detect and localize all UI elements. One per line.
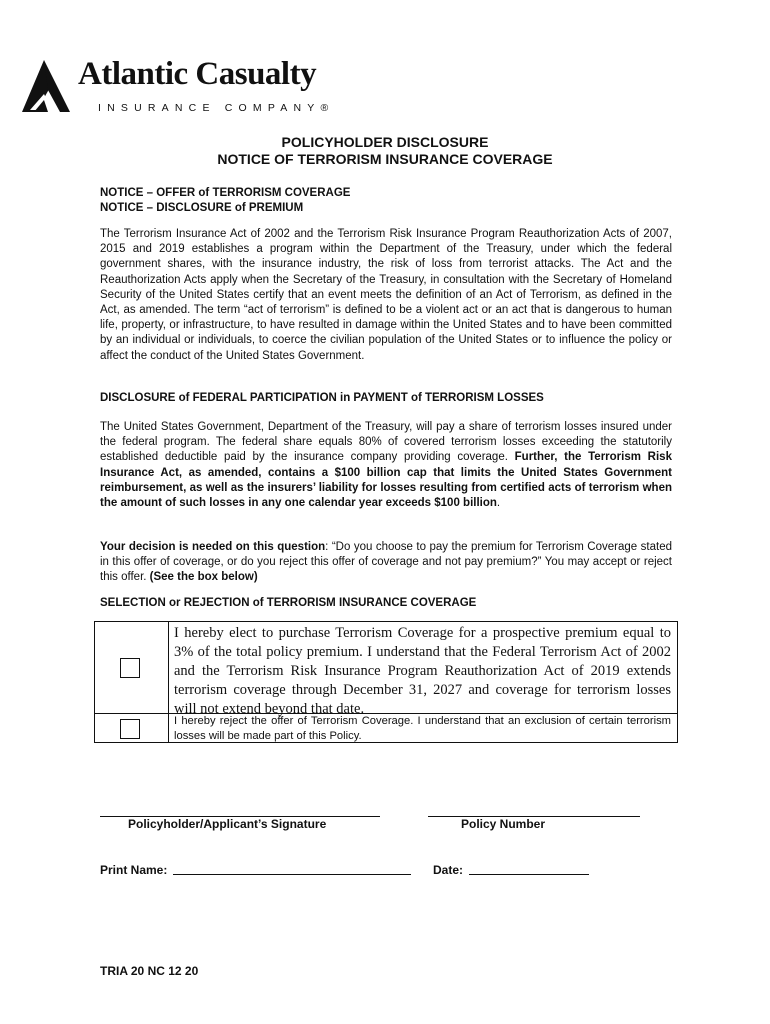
reject-coverage-checkbox[interactable] (120, 719, 140, 739)
federal-cap-text: Further, the Terrorism Risk Insurance Act, as amended, contains a $100 billion cap that limits the United States Government reimbursement, as well as the insurers’ liability for losses resulting from certified acts of terrorism when the amount of such losses in any one calendar year exceeds $100 billion (100, 451, 672, 510)
intro-paragraph: The Terrorism Insurance Act of 2002 and the Terrorism Risk Insurance Program Reauthorization Acts of 2007, 2015 and 2019 establishes a program within the Department of the Treasury, under which the federal government shares, with the insurance industry, the risk of loss from terrorist attacks. The Act and the Reauthorization Acts apply when the Secretary of the Treasury, in consultation with the Secretary of Homeland Security of the United States certify that an event meets the definition of an Act of Terrorism, as defined in the Act, as amended. The term “act of terrorism” is defined to be a violent act or an act that is dangerous to human life, property, or infrastructure, to have resulted in damage within the United States and to have been committed by an individual or individuals, to coerce the civilian population of the United States or to influence the policy or affect the conduct of the United States Government. (100, 228, 672, 362)
notice-offer: NOTICE – OFFER of TERRORISM COVERAGE (100, 187, 351, 199)
document-title-line-2: NOTICE OF TERRORISM INSURANCE COVERAGE (217, 151, 553, 167)
date-row (433, 863, 589, 878)
form-code: TRIA 20 NC 12 20 (100, 964, 199, 978)
federal-participation-paragraph (100, 420, 672, 511)
date-field[interactable] (469, 874, 589, 875)
federal-participation-heading: DISCLOSURE of FEDERAL PARTICIPATION in PAYMENT of TERRORISM LOSSES (100, 392, 544, 404)
accept-coverage-text: I hereby elect to purchase Terrorism Coverage for a prospective premium equal to 3% of the total policy premium. I understand that the Federal Terrorism Act of 2002 and the Terrorism Risk Insurance Program Reauthorization Act of 2019 extends terrorism coverage through December 31, 2027 and coverage for terrorism losses will not extend beyond that date. (174, 625, 671, 717)
print-name-row (100, 863, 411, 878)
company-logo (22, 56, 342, 122)
reject-coverage-text: I hereby reject the offer of Terrorism Coverage. I understand that an exclusion of certain terrorism losses will be made part of this Policy. (174, 715, 671, 742)
notice-premium: NOTICE – DISCLOSURE of PREMIUM (100, 202, 304, 214)
decision-lead: Your decision is needed on this question (100, 541, 326, 553)
federal-text-end: . (496, 497, 501, 510)
selection-table (94, 621, 678, 743)
logo-mountain-icon (22, 60, 82, 116)
accept-coverage-checkbox[interactable] (120, 658, 140, 678)
logo-company-name: Atlantic Casualty (78, 56, 317, 92)
print-name-label: Print Name: (100, 863, 168, 877)
table-divider-vertical (168, 622, 169, 742)
decision-paragraph (100, 540, 672, 586)
federal-text: The United States Government, Department of the Treasury, will pay a share of terrorism losses insured under the federal program. The federal share equals 80% of covered terrorism losses exceeding the statutorily established deductible paid by the insurance company providing coverage. (100, 421, 672, 464)
document-title-line-1: POLICYHOLDER DISCLOSURE (281, 134, 489, 150)
signature-label: Policyholder/Applicant’s Signature (128, 817, 327, 831)
policy-number-label: Policy Number (461, 817, 546, 831)
decision-note: (See the box below) (149, 571, 258, 584)
logo-company-subtitle: INSURANCE COMPANY® (98, 102, 335, 114)
date-label: Date: (433, 863, 464, 877)
print-name-field[interactable] (173, 874, 411, 875)
decision-question: : “Do you choose to pay the premium for Terrorism Coverage stated in this offer of coverage, or do you reject this offer of coverage and not pay premium?” You may accept or reject this offer. (100, 541, 672, 584)
selection-heading: SELECTION or REJECTION of TERRORISM INSURANCE COVERAGE (100, 597, 477, 609)
